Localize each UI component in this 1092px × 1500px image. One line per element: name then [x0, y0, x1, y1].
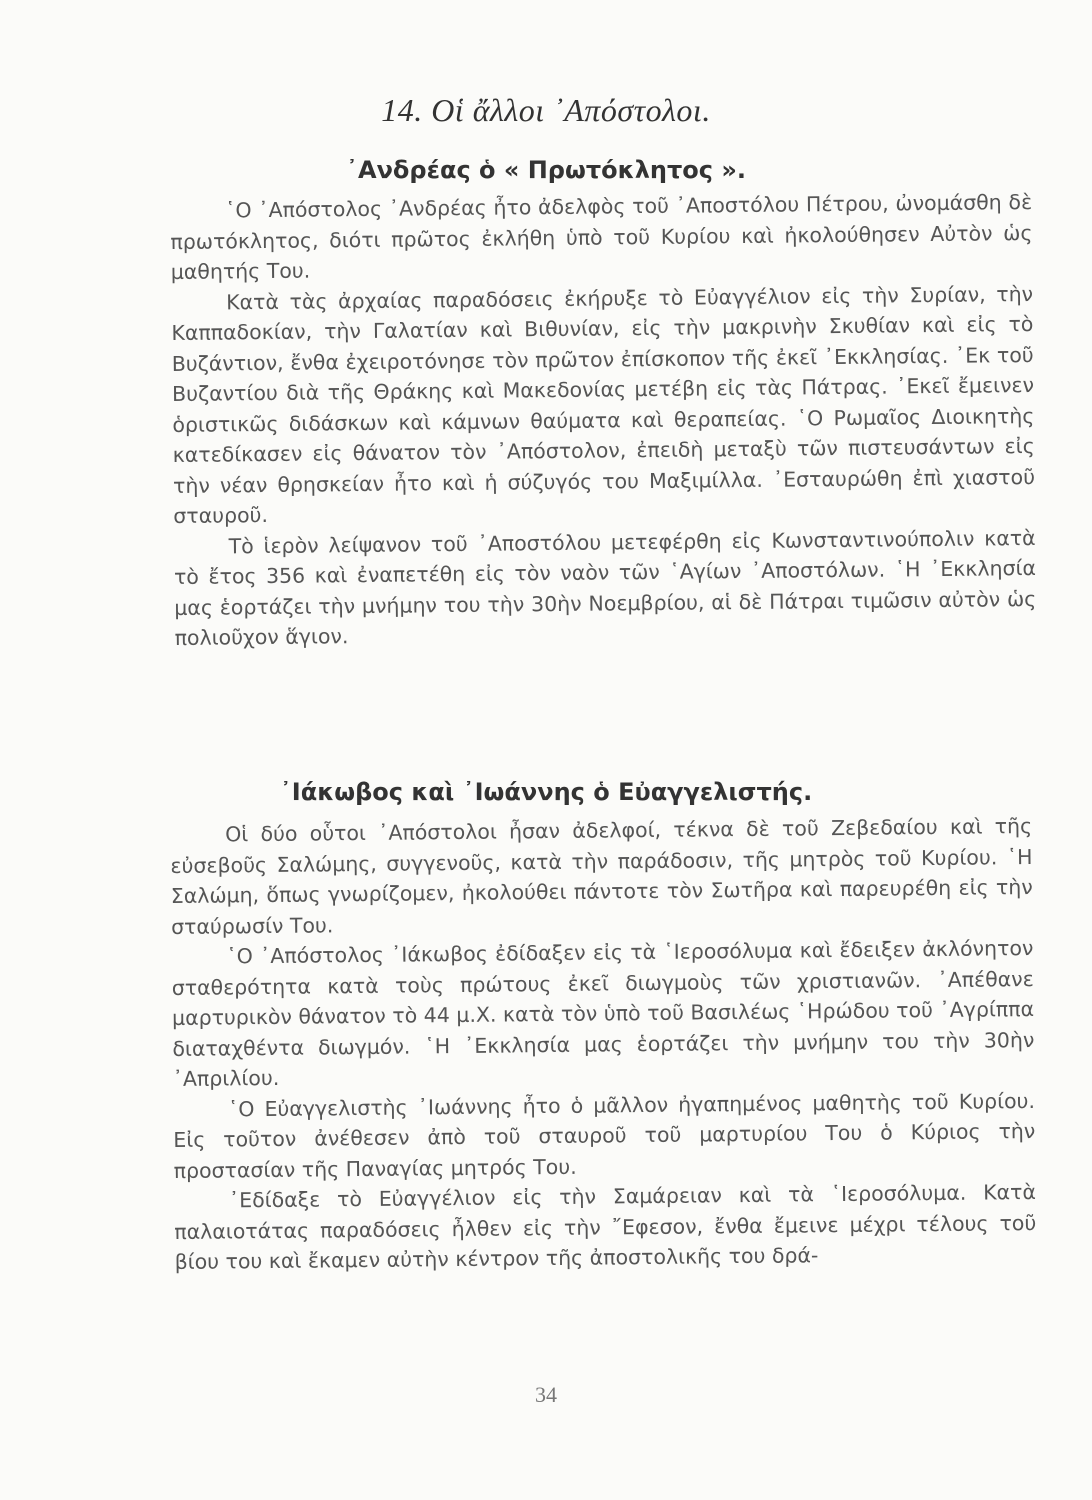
paragraph: ῾Ο ᾿Απόστολος ᾿Ανδρέας ἦτο ἀδελφὸς τοῦ ᾿Αποστόλου Πέτρου, ὠνομάσθη δὲ πρωτόκλητος, διότι πρῶτος ἐκλήθη ὑπὸ τοῦ Κυρίου καὶ ἠκολούθησεν Αὐτὸν ὡς μαθητής Του.: [170, 189, 1033, 284]
section-heading-james-john: ᾿Ιάκωβος καὶ ᾿Ιωάννης ὁ Εὐαγγελιστής.: [279, 778, 813, 806]
paragraph: Οἱ δύο οὗτοι ᾿Απόστολοι ἦσαν ἀδελφοί, τέκνα δὲ τοῦ Ζεβεδαίου καὶ τῆς εὐσεβοῦς Σαλώμης, συγγενοῦς, κατὰ τὴν παράδοσιν, τῆς μητρὸς τοῦ Κυρίου. ῾Η Σαλώμη, ὅπως γνωρίζομεν, ἠκολούθει πάντοτε τὸν Σωτῆρα καὶ παρευρέθη εἰς τὴν σταύρωσίν Του.: [170, 813, 1033, 939]
chapter-title: 14. Οἱ ἄλλοι ᾿Απόστολοι.: [381, 92, 711, 128]
section-heading-andrew: ᾿Ανδρέας ὁ « Πρωτόκλητος ».: [346, 156, 746, 184]
paragraph: Κατὰ τὰς ἀρχαίας παραδόσεις ἐκήρυξε τὸ Εὐαγγέλιον εἰς τὴν Συρίαν, τὴν Καππαδοκίαν, τὴν Γαλατίαν καὶ Βιθυνίαν, εἰς τὴν μακρινὴν Σκυθίαν καὶ εἰς τὸ Βυζάντιον, ἔνθα ἐχειροτόνησε τὸν πρῶτον ἐπίσκοπον τῆς ἐκεῖ ᾿Εκκλησίας. ᾿Εκ τοῦ Βυζαντίου διὰ τῆς Θράκης καὶ Μακεδονίας μετέβη εἰς τὰς Πάτρας. ᾿Εκεῖ ἔμεινεν ὁριστικῶς διδάσκων καὶ κάμνων θαύματα καὶ θεραπείας. ῾Ο Ρωμαῖος Διοικητὴς κατεδίκασεν εἰς θάνατον τὸν ᾿Απόστολον, ἐπειδὴ μεταξὺ τῶν πιστευσάντων εἰς τὴν νέαν θρησκείαν ἦτο καὶ ἡ σύζυγός του Μαξιμίλλα. ᾿Εσταυρώθη ἐπὶ χιαστοῦ σταυροῦ.: [171, 281, 1036, 528]
section-body-andrew: [170, 187, 1037, 654]
paragraph: ῾Ο Εὐαγγελιστὴς ᾿Ιωάννης ἦτο ὁ μᾶλλον ἠγαπημένος μαθητὴς τοῦ Κυρίου. Εἰς τοῦτον ἀνέθεσεν ἀπὸ τοῦ σταυροῦ τοῦ μαρτυρίου Του ὁ Κύριος τὴν προστασίαν τῆς Παναγίας μητρός Του.: [173, 1088, 1036, 1183]
paragraph: ῾Ο ᾿Απόστολος ᾿Ιάκωβος ἐδίδαξεν εἰς τὰ ῾Ιεροσόλυμα καὶ ἔδειξεν ἀκλόνητον σταθερότητα κατὰ τοὺς πρώτους ἐκεῖ διωγμοὺς τῶν χριστιανῶν. ᾿Απέθανε μαρτυρικὸν θάνατον τὸ 44 μ.Χ. κατὰ τὸν ὑπὸ τοῦ Βασιλέως ῾Ηρώδου τοῦ ᾿Αγρίππα διαταχθέντα διωγμόν. ῾Η ᾿Εκκλησία μας ἑορτάζει τὴν μνήμην του τὴν 30ὴν ᾿Απριλίου.: [171, 935, 1035, 1091]
section-body-james-john: [170, 811, 1037, 1278]
paragraph: Τὸ ἱερὸν λείψανον τοῦ ᾿Αποστόλου μετεφέρθη εἰς Κωνσταντινούπολιν κατὰ τὸ ἔτος 356 καὶ ἐναπετέθη εἰς τὸν ναὸν τῶν ῾Αγίων ᾿Αποστόλων. ῾Η ᾿Εκκλησία μας ἑορτάζει τὴν μνήμην του τὴν 30ὴν Νοεμβρίου, αἱ δὲ Πάτραι τιμῶσιν αὐτὸν ὡς πολιοῦχον ἅγιον.: [173, 525, 1037, 650]
page-number: 34: [535, 1382, 557, 1407]
paragraph: ᾿Εδίδαξε τὸ Εὐαγγέλιον εἰς τὴν Σαμάρειαν καὶ τὰ ῾Ιεροσόλυμα. Κατὰ παλαιοτάτας παραδόσεις ἦλθεν εἰς τὴν ῎Εφεσον, ἔνθα ἔμεινε μέχρι τέλους τοῦ βίου του καὶ ἔκαμεν αὐτὴν κέντρον τῆς ἀποστολικῆς του δρά-: [174, 1179, 1037, 1274]
